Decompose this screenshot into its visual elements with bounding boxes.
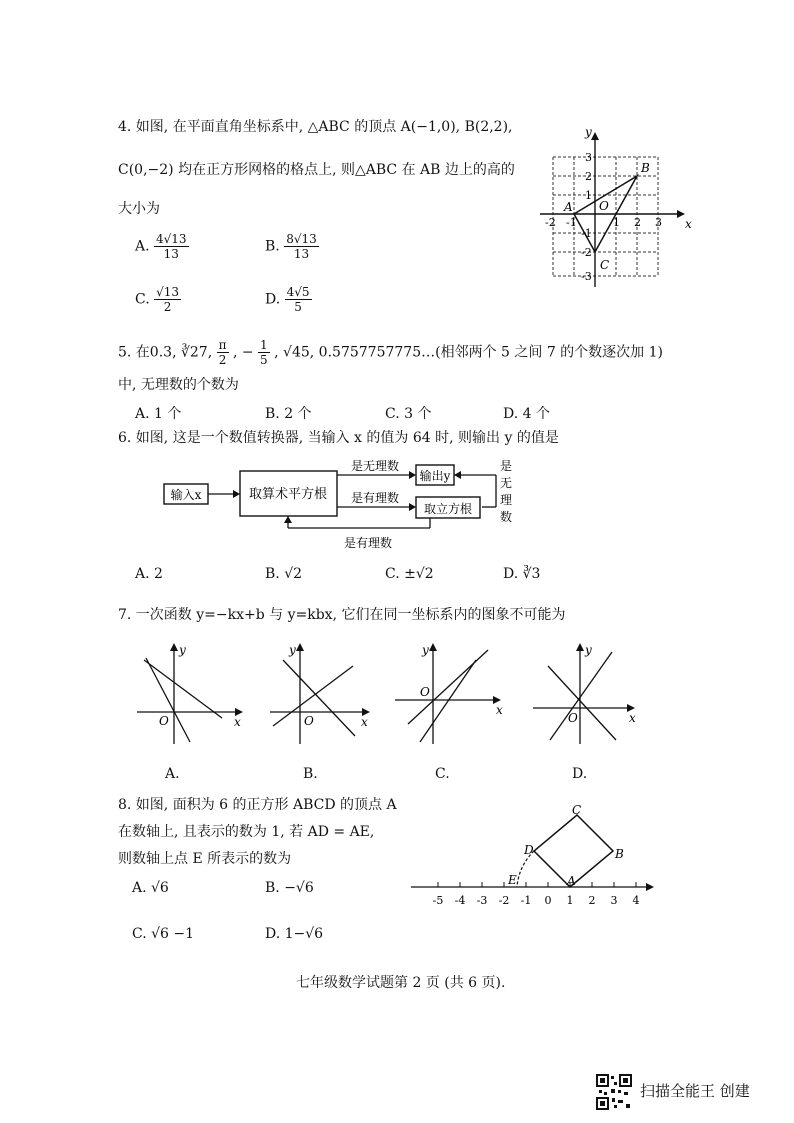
q4-option-c: C. $\frac{√13}{2}$ [135,285,180,314]
q7-graph-a [132,638,247,748]
q4-y-arrow-icon [591,132,599,140]
q6-sqrt-label: 取算术平方根 [248,487,328,502]
svg-text:E: E [508,873,517,887]
q7d-y-arrow-icon [576,643,584,651]
q4-axis-x-label: x [685,217,692,231]
q4-point-b-label: B [641,161,650,175]
q7-label-a: A. [165,766,180,782]
svg-text:y: y [289,643,296,657]
q8-arrow-icon [646,883,654,891]
svg-text:y: y [422,643,429,657]
q6-input-label: 输入x [170,488,202,502]
q7c-y-arrow-icon [429,643,437,651]
q5-option-b: B. 2 个 [265,406,312,422]
svg-text:理: 理 [500,493,513,507]
q6-option-a: A. 2 [135,566,163,582]
svg-text:-1: -1 [566,216,577,229]
svg-text:2: 2 [585,170,592,183]
qr-code-icon [596,1074,632,1110]
svg-text:O: O [568,711,578,725]
q8-option-c: C. √6 −1 [132,926,195,942]
q7a-line-1 [144,660,222,718]
svg-text:1: 1 [585,189,592,202]
svg-text:是: 是 [500,459,513,473]
svg-text:x: x [361,715,368,729]
q4-line3: 大小为 [118,201,160,217]
svg-text:-2: -2 [581,246,592,259]
svg-text:x: x [496,703,503,717]
q7a-line-2 [146,658,190,742]
svg-text:1: 1 [566,894,574,907]
q8-option-a: A. √6 [132,880,169,896]
svg-text:O: O [304,714,314,728]
q4-origin-label: O [599,199,609,213]
q7-graph-d [528,638,648,748]
svg-text:-5: -5 [432,894,444,907]
q6-side-label [500,459,512,524]
q7-label-c: C. [435,766,450,782]
q6-rational-label-1: 是有理数 [350,491,400,505]
svg-text:B: B [615,847,624,861]
q4-line2: C(0,−2) 均在正方形网格的格点上, 则△ABC 在 AB 边上的高的 [118,162,515,178]
q7-graph-c [390,638,510,748]
q6-output-label: 输出y [419,469,451,483]
svg-text:-4: -4 [454,894,466,907]
q6-option-b: B. √2 [265,566,303,582]
q6-rational-label-2: 是有理数 [343,536,393,550]
watermark-text: 扫描全能王 创建 [640,1082,750,1100]
q4-x-arrow-icon [677,210,685,218]
q8-line3: 则数轴上点 E 所表示的数为 [118,851,292,867]
q6-irrational-label-1: 是无理数 [350,459,400,473]
svg-text:1: 1 [613,216,620,229]
q6-converter-diagram [160,455,530,555]
q7b-y-arrow-icon [296,643,304,651]
svg-text:O: O [159,714,169,728]
q8-ticks [438,882,636,887]
q6-cbrt-label: 取立方根 [423,502,473,516]
q5-option-c: C. 3 个 [385,406,432,422]
q7-graph-b [265,638,380,748]
q6-line1: 6. 如图, 这是一个数值转换器, 当输入 x 的值为 64 时, 则输出 y 的值是 [118,430,559,446]
svg-text:x: x [234,715,241,729]
svg-text:-3: -3 [476,894,488,907]
q5-option-d: D. 4 个 [503,406,550,422]
svg-text:C: C [572,803,582,817]
q8-tick-labels [433,894,640,907]
svg-text:2: 2 [588,894,596,907]
q7d-line-2 [550,652,612,740]
svg-text:3: 3 [610,894,618,907]
svg-text:3: 3 [585,151,592,164]
q7a-y-arrow-icon [170,643,178,651]
q8-line2: 在数轴上, 且表示的数为 1, 若 AD = AE, [118,824,375,840]
q4-point-a-label: A [564,200,573,214]
svg-text:3: 3 [655,216,662,229]
svg-text:0: 0 [544,894,552,907]
svg-text:-3: -3 [581,270,592,283]
q7c-line-2 [420,660,476,742]
q7-label-d: D. [572,766,588,782]
q4-grid-figure [535,122,695,290]
svg-text:y: y [585,643,592,657]
q5-line1: 5. 在0.3, ∛27, $\frac{\pi}{2}$ , − $\frac{1}{5}$ , √45, 0.5757757775…(相邻两个 5 之间 7 的个数逐次加 1) [118,338,664,367]
svg-text:y: y [179,643,186,657]
svg-text:无: 无 [500,476,513,490]
q6-option-c: C. ±√2 [385,566,434,582]
svg-text:-1: -1 [581,227,592,240]
q4-line1: 4. 如图, 在平面直角坐标系中, △ABC 的顶点 A(−1,0), B(2,2), [118,119,513,135]
q4-option-d: D. $\frac{4√5}{5}$ [265,285,310,314]
q6-option-d: D. ∛3 [503,566,541,582]
svg-text:A: A [567,874,576,888]
q8-option-d: D. 1−√6 [265,926,324,942]
svg-text:-1: -1 [520,894,532,907]
svg-text:2: 2 [634,216,641,229]
svg-text:D: D [524,843,534,857]
q7-line1: 7. 一次函数 y=−kx+b 与 y=kbx, 它们在同一坐标系内的图象不可能为 [118,607,566,623]
q8-line1: 8. 如图, 面积为 6 的正方形 ABCD 的顶点 A [118,797,397,813]
q7b-line-1 [283,660,355,736]
svg-text:O: O [420,685,430,699]
q5-line2: 中, 无理数的个数为 [118,377,239,393]
q4-point-c-label: C [600,258,610,272]
q8-option-b: B. −√6 [265,880,314,896]
q5-option-a: A. 1 个 [135,406,182,422]
q7-label-b: B. [303,766,318,782]
q8-numberline-figure [405,800,665,915]
svg-text:数: 数 [500,510,513,524]
svg-text:x: x [629,711,636,725]
q4-option-a: A. $\frac{4√13}{13}$ [135,232,187,261]
page-footer: 七年级数学试题第 2 页 (共 6 页). [296,975,506,991]
q4-axis-y-label: y [585,125,592,139]
svg-text:4: 4 [632,894,640,907]
svg-text:-2: -2 [545,216,556,229]
svg-text:-2: -2 [498,894,510,907]
q4-option-b: B. $\frac{8√13}{13}$ [265,232,317,261]
